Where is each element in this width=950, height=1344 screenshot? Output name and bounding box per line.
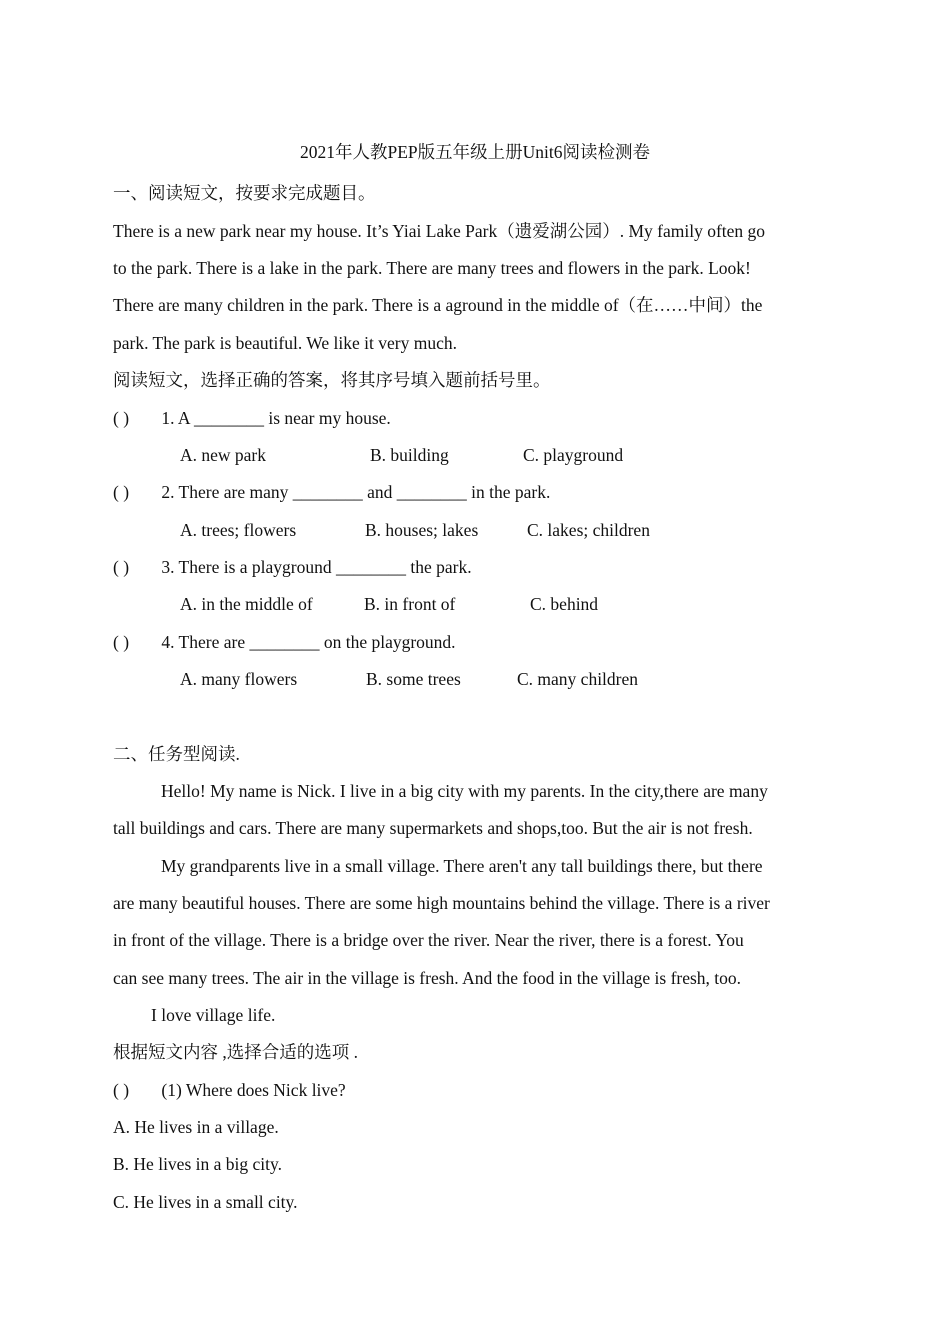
- question-3: [113, 555, 472, 579]
- section1-heading: 一、阅读短文，按要求完成题目。: [113, 183, 376, 203]
- section2-passage-line: in front of the village. There is a bridge over the river. Near the river, there is a forest. You: [113, 930, 744, 950]
- option-c: C. playground: [523, 445, 624, 465]
- question-1: [113, 406, 391, 430]
- section2-passage-line: tall buildings and cars. There are many supermarkets and shops,too. But the air is not fresh.: [113, 818, 753, 838]
- answer-blank[interactable]: ( ): [113, 1080, 130, 1100]
- question-4: [113, 630, 456, 654]
- option-a: A. new park: [180, 445, 267, 465]
- answer-blank[interactable]: ( ): [113, 408, 130, 428]
- document-title: 2021年人教PEP版五年级上册Unit6阅读检测卷: [299, 142, 651, 162]
- option-c: C. lakes; children: [527, 520, 650, 540]
- section1-passage-line: There are many children in the park. There is a aground in the middle of（在……中间）the: [113, 295, 763, 315]
- question-text: 2. There are many ________ and ________ in the park.: [161, 482, 551, 502]
- option-b: B. in front of: [364, 594, 456, 614]
- answer-blank[interactable]: ( ): [113, 482, 130, 502]
- question-text: 4. There are ________ on the playground.: [161, 632, 456, 652]
- section2-passage-line: are many beautiful houses. There are some high mountains behind the village. There is a river: [113, 893, 770, 913]
- option-c: C. many children: [517, 669, 639, 689]
- option-b: B. building: [370, 445, 449, 465]
- option-c: C. behind: [530, 594, 599, 614]
- section2-instruction: 根据短文内容 ,选择合适的选项 .: [113, 1042, 358, 1062]
- question-text: 1. A ________ is near my house.: [161, 408, 391, 428]
- option-b: B. some trees: [366, 669, 461, 689]
- section2-heading: 二、任务型阅读.: [113, 744, 240, 764]
- question-text: 3. There is a playground ________ the park.: [161, 557, 472, 577]
- answer-option-a: A. He lives in a village.: [113, 1117, 279, 1137]
- section2-passage-line: can see many trees. The air in the village is fresh. And the food in the village is fresh, too.: [113, 968, 742, 988]
- option-b: B. houses; lakes: [365, 520, 479, 540]
- option-a: A. many flowers: [180, 669, 298, 689]
- section1-passage-line: There is a new park near my house. It’s Yiai Lake Park（遗爱湖公园）. My family often go: [113, 221, 766, 241]
- section2-passage-line: My grandparents live in a small village. There aren't any tall buildings there, but there: [161, 856, 763, 876]
- answer-blank[interactable]: ( ): [113, 557, 130, 577]
- section1-passage-line: to the park. There is a lake in the park. There are many trees and flowers in the park. Look!: [113, 258, 751, 278]
- option-a: A. in the middle of: [180, 594, 313, 614]
- section1-passage-line: park. The park is beautiful. We like it very much.: [113, 333, 457, 353]
- question-text: (1) Where does Nick live?: [161, 1080, 346, 1100]
- section2-passage-line: I love village life.: [151, 1005, 276, 1025]
- section2-question-1: [113, 1078, 346, 1102]
- section2-passage-line: Hello! My name is Nick. I live in a big city with my parents. In the city,there are many: [161, 781, 768, 801]
- option-a: A. trees; flowers: [180, 520, 297, 540]
- answer-blank[interactable]: ( ): [113, 632, 130, 652]
- question-2: [113, 480, 550, 504]
- answer-option-b: B. He lives in a big city.: [113, 1154, 282, 1174]
- section1-instruction: 阅读短文，选择正确的答案，将其序号填入题前括号里。: [113, 370, 551, 390]
- answer-option-c: C. He lives in a small city.: [113, 1192, 298, 1212]
